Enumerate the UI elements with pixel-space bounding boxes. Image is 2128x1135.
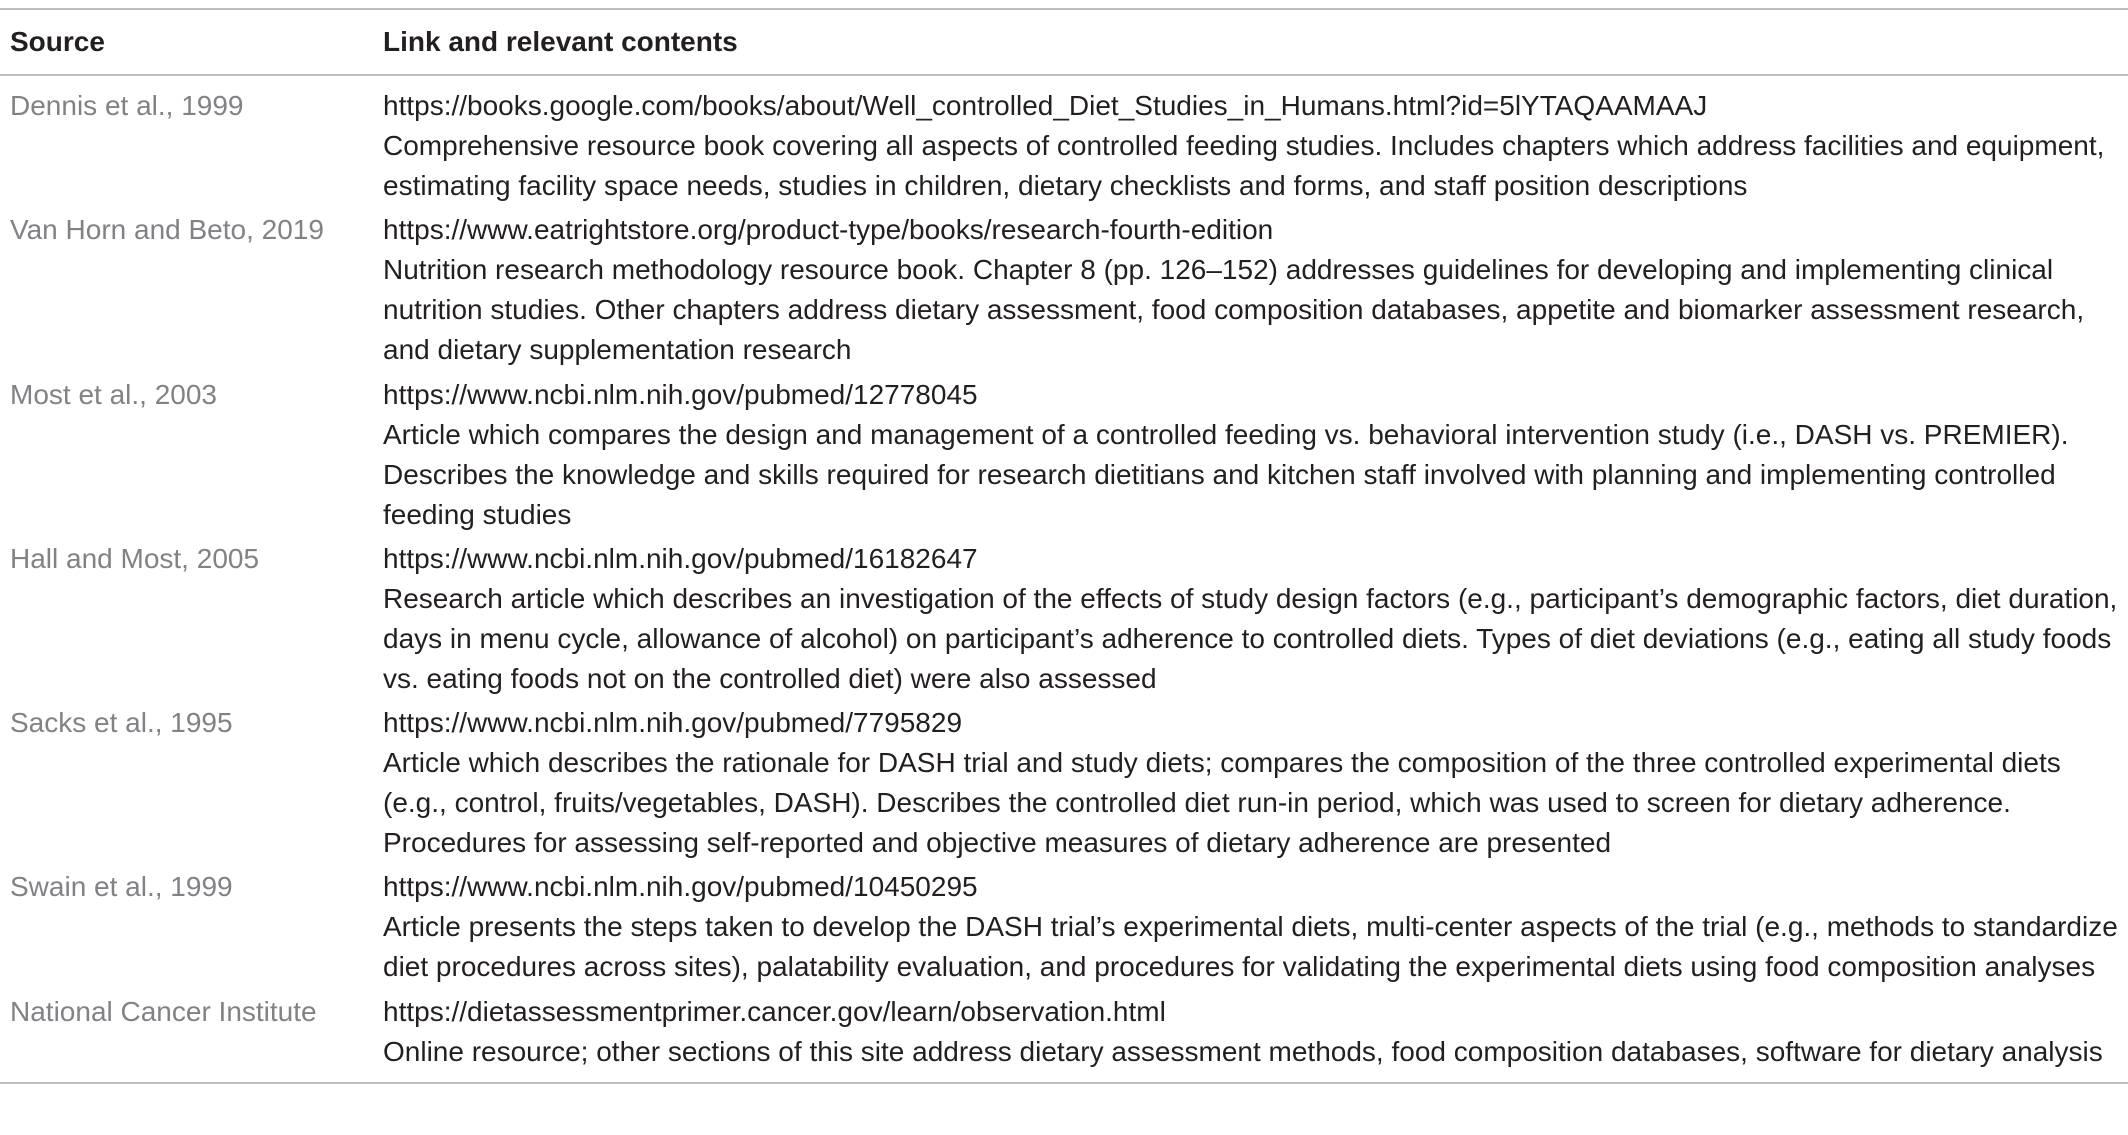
- row-link[interactable]: https://books.google.com/books/about/Well_controlled_Diet_Studies_in_Humans.html?id=5lYTAQAAMAAJ: [383, 90, 1708, 121]
- row-description: Research article which describes an investigation of the effects of study design factors (e.g., participant’s demographic factors, diet duration, days in menu cycle, allowance of alcohol) on participant’s adherence to controlled diets. Types of diet deviations (e.g., eating all study foods vs. eating foods not on the controlled diet) were also assessed: [383, 582, 2118, 694]
- row-description: Online resource; other sections of this site address dietary assessment methods, food composition databases, software for dietary analysis: [383, 1035, 2103, 1067]
- header-content: Link and relevant contents: [383, 26, 738, 57]
- row-description: Article presents the steps taken to develop the DASH trial’s experimental diets, multi-center aspects of the trial (e.g., methods to standardize diet procedures across sites), palatability evaluation, and procedures for validating the experimental diets using food composition analyses: [383, 911, 2118, 983]
- row-description: Article which describes the rationale for DASH trial and study diets; compares the composition of the three controlled experimental diets (e.g., control, fruits/vegetables, DASH). Describes the controlled diet run-in period, which was used to screen for dietary adherence. Procedures for assessing self-reported and objective measures of dietary adherence are presented: [383, 747, 2061, 859]
- table-body: [0, 76, 2128, 1082]
- row-source: Swain et al., 1999: [10, 871, 233, 903]
- resource-table: [0, 8, 2128, 1084]
- row-link[interactable]: https://www.eatrightstore.org/product-type/books/research-fourth-edition: [383, 214, 1274, 246]
- row-content: [383, 375, 2128, 535]
- row-content: [383, 539, 2128, 699]
- row-source: Sacks et al., 1995: [10, 707, 233, 739]
- row-link[interactable]: https://www.ncbi.nlm.nih.gov/pubmed/16182647: [383, 542, 978, 574]
- table-row: [0, 539, 2128, 699]
- table-row: [0, 210, 2128, 370]
- table-row: [0, 375, 2128, 535]
- row-content: [383, 210, 2128, 370]
- bottom-rule: [0, 1082, 2128, 1084]
- table-row: [0, 992, 2128, 1072]
- row-link[interactable]: https://www.ncbi.nlm.nih.gov/pubmed/12778045: [383, 378, 978, 410]
- table-row: [0, 703, 2128, 863]
- row-description: Comprehensive resource book covering all aspects of controlled feeding studies. Includes chapters which address facilities and equipment, estimating facility space needs, studies in children, dietary checklists and forms, and staff position descriptions: [383, 130, 2105, 201]
- row-link[interactable]: https://www.ncbi.nlm.nih.gov/pubmed/7795829: [383, 707, 963, 739]
- header-source: Source: [10, 26, 105, 57]
- row-description: Article which compares the design and management of a controlled feeding vs. behavioral intervention study (i.e., DASH vs. PREMIER). Describes the knowledge and skills required for research dietitians and kitchen staff involved with planning and implementing controlled feeding studies: [383, 418, 2069, 530]
- row-description: Nutrition research methodology resource book. Chapter 8 (pp. 126–152) addresses guidelines for developing and implementing clinical nutrition studies. Other chapters address dietary assessment, food composition databases, appetite and biomarker assessment research, and dietary supplementation research: [383, 254, 2085, 366]
- row-content: [383, 86, 2128, 206]
- row-content: [383, 867, 2128, 987]
- row-source: Hall and Most, 2005: [10, 542, 260, 574]
- row-source: Van Horn and Beto, 2019: [10, 214, 324, 246]
- table-header: [0, 10, 2128, 74]
- table-row: [0, 867, 2128, 987]
- row-source: Dennis et al., 1999: [10, 90, 244, 121]
- row-link[interactable]: https://dietassessmentprimer.cancer.gov/learn/observation.html: [383, 995, 1166, 1027]
- table-row: [0, 86, 2128, 206]
- row-source: National Cancer Institute: [10, 995, 317, 1027]
- row-content: [383, 703, 2128, 863]
- row-content: [383, 992, 2128, 1072]
- row-link[interactable]: https://www.ncbi.nlm.nih.gov/pubmed/10450295: [383, 871, 978, 903]
- row-source: Most et al., 2003: [10, 378, 218, 410]
